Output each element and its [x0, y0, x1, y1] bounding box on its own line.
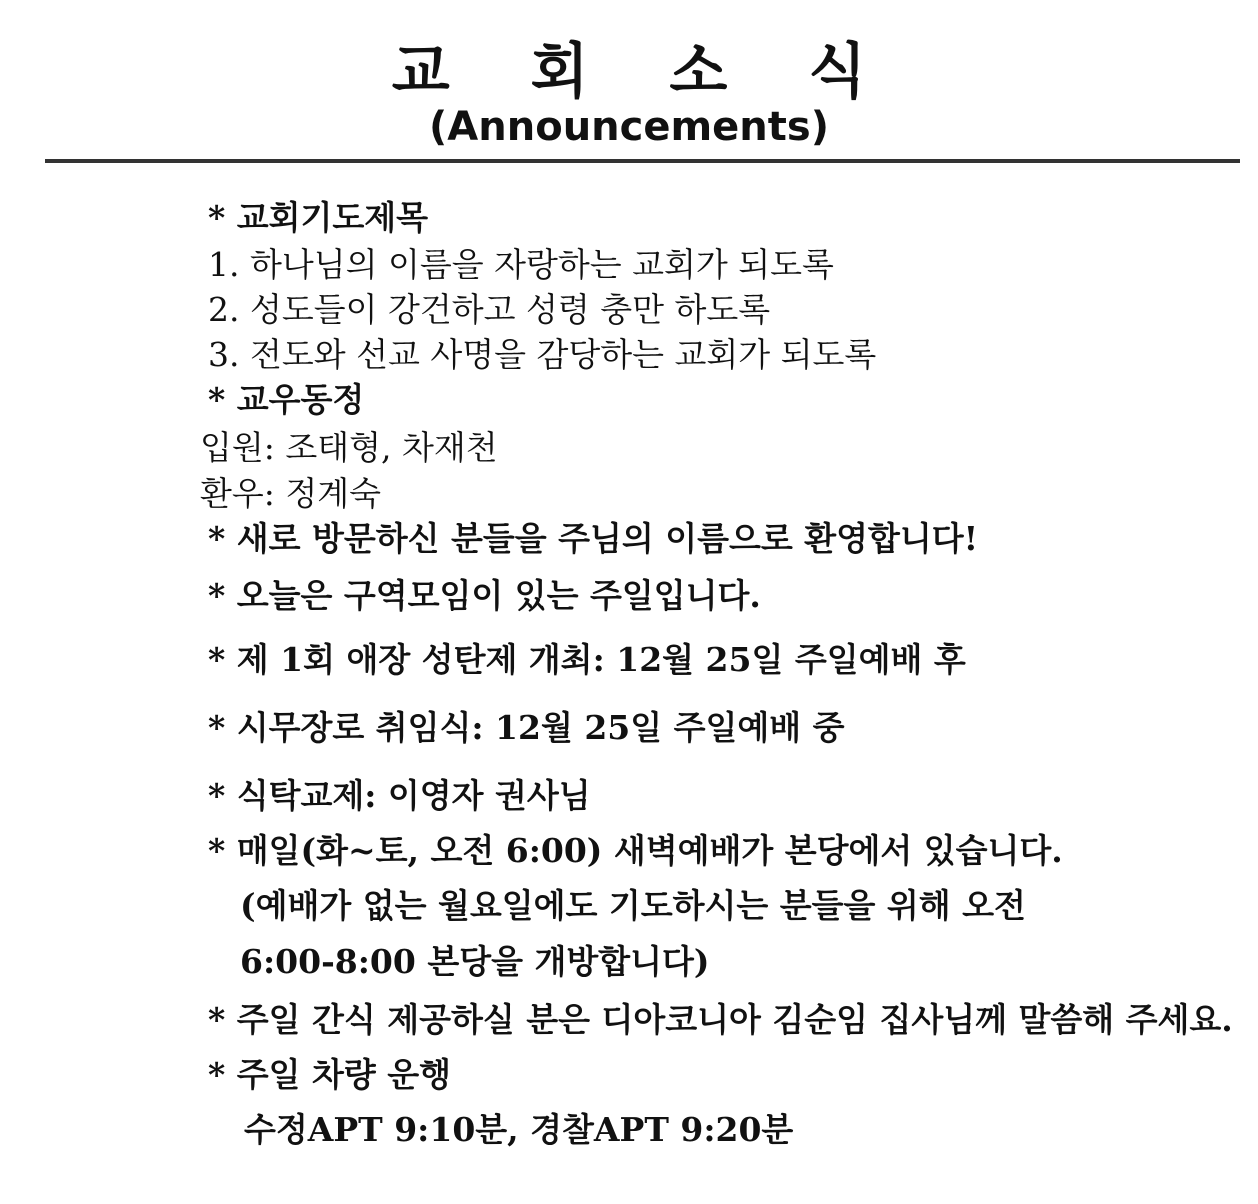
- notice-dawn: * 매일(화~토, 오전 6:00) 새벽예배가 본당에서 있습니다.: [208, 831, 1063, 870]
- notice-vehicle-times: 수정APT 9:10분, 경찰APT 9:20분: [244, 1110, 794, 1149]
- notice-dawn-note-2: 6:00-8:00 본당을 개방합니다): [240, 942, 710, 981]
- notice-christmas: * 제 1회 애장 성탄제 개최: 12월 25일 주일예배 후: [208, 640, 966, 679]
- page-title: 교 회 소 식: [391, 37, 897, 107]
- notice-installation: * 시무장로 취임식: 12월 25일 주일예배 중: [208, 708, 845, 747]
- title-divider: [45, 159, 1240, 163]
- prayer-item-2: 2. 성도들이 강건하고 성령 충만 하도록: [208, 290, 771, 329]
- members-heading: * 교우동정: [208, 380, 365, 419]
- page-subtitle: (Announcements): [429, 104, 829, 150]
- prayer-heading: * 교회기도제목: [208, 198, 429, 237]
- members-admitted: 입원: 조태형, 차재천: [200, 428, 498, 467]
- prayer-item-3: 3. 전도와 선교 사명을 감당하는 교회가 되도록: [208, 335, 877, 374]
- notice-vehicle: * 주일 차량 운행: [208, 1055, 451, 1094]
- notice-dawn-note-1: (예배가 없는 월요일에도 기도하시는 분들을 위해 오전: [240, 886, 1026, 925]
- notice-snack: * 주일 간식 제공하실 분은 디아코니아 김순임 집사님께 말씀해 주세요.: [208, 1000, 1233, 1039]
- notice-district: * 오늘은 구역모임이 있는 주일입니다.: [208, 576, 761, 615]
- prayer-item-1: 1. 하나님의 이름을 자랑하는 교회가 되도록: [208, 245, 834, 284]
- notice-welcome: * 새로 방문하신 분들을 주님의 이름으로 환영합니다!: [208, 519, 979, 558]
- notice-table: * 식탁교제: 이영자 권사님: [208, 776, 591, 815]
- members-discharged: 환우: 정계숙: [200, 474, 381, 513]
